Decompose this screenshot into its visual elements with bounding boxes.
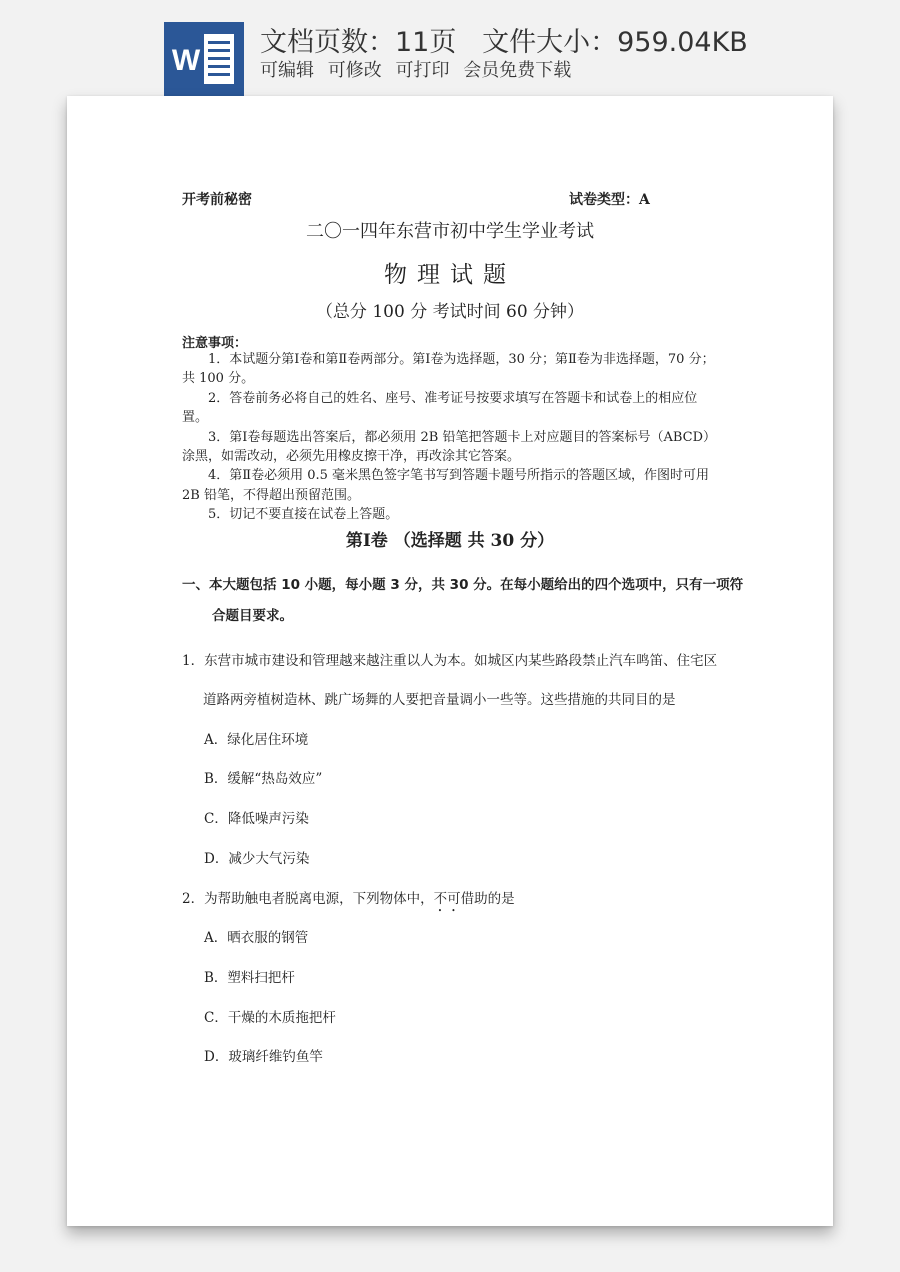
question-2-option-c: C．干燥的木质拖把杆 [204, 1010, 336, 1026]
download-banner [0, 0, 900, 96]
confidential-label: 开考前秘密 [182, 192, 252, 208]
question-2-option-d: D．玻璃纤维钓鱼竿 [204, 1049, 323, 1065]
document-page [67, 96, 833, 1226]
question-2-option-a: A．晒衣服的钢管 [204, 930, 309, 946]
feature-modifiable: 可修改 [327, 60, 382, 81]
question-1-option-a: A．绿化居住环境 [204, 732, 309, 748]
file-info-text: 文档页数：11页 文件大小：959.04KB [260, 27, 748, 58]
question-2-emphasis: 不可 [433, 891, 461, 907]
word-document-icon [164, 22, 244, 96]
note-item: 3．第Ⅰ卷每题选出答案后，都必须用 2B 铅笔把答题卡上对应题目的答案标号（ABCD）涂黑，如需改动，必须先用橡皮擦干净，再改涂其它答案。 [182, 429, 717, 465]
question-1-option-b: B．缓解“热岛效应” [204, 771, 323, 787]
subject-title: 物理试题 [384, 262, 516, 288]
note-item: 4．第Ⅱ卷必须用 0.5 毫米黑色签字笔书写到答题卡题号所指示的答题区域，作图时可用 2B 铅笔，不得超出预留范围。 [182, 468, 710, 503]
score-time-line: （总分 100 分 考试时间 60 分钟） [315, 302, 585, 322]
svg-text:W: W [171, 44, 201, 77]
notes-heading: 注意事项： [182, 336, 248, 351]
note-item: 1．本试题分第Ⅰ卷和第Ⅱ卷两部分。第Ⅰ卷为选择题，30 分；第Ⅱ卷为非选择题，70 分；共 100 分。 [182, 352, 715, 387]
question-2-stem [182, 887, 515, 915]
question-1-option-d: D．减少大气污染 [204, 851, 310, 867]
exam-title: 二〇一四年东营市初中学生学业考试 [306, 221, 594, 242]
question-1-stem-continued: 道路两旁植树造林、跳广场舞的人要把音量调小一些等。这些措施的共同目的是 [203, 692, 676, 708]
feature-list [260, 56, 579, 82]
feature-editable: 可编辑 [260, 60, 314, 81]
note-item: 5．切记不要直接在试卷上答题。 [208, 507, 399, 523]
note-item: 2．答卷前务必将自己的姓名、座号、准考证号按要求填写在答题卡和试卷上的相应位置。 [182, 390, 698, 426]
notes-list [182, 350, 718, 525]
part-heading: 一、本大题包括 10 小题，每小题 3 分，共 30 分。在每小题给出的四个选项中，只有一项符 [182, 577, 744, 593]
section-heading: 第Ⅰ卷 （选择题 共 30 分） [345, 531, 555, 551]
question-2-stem-prefix: 2．为帮助触电者脱离电源，下列物体中， [182, 891, 434, 907]
question-2-option-b: B．塑料扫把杆 [204, 970, 295, 986]
paper-type-label: 试卷类型：A [569, 192, 650, 208]
question-1-option-c: C．降低噪声污染 [204, 811, 309, 827]
question-1-stem: 1．东营市城市建设和管理越来越注重以人为本。如城区内某些路段禁止汽车鸣笛、住宅区 [182, 653, 718, 669]
feature-member-download[interactable]: 会员免费下载 [463, 60, 572, 81]
feature-printable: 可打印 [395, 60, 450, 81]
question-2-stem-suffix: 借助的是 [460, 891, 515, 907]
part-heading-continued: 合题目要求。 [212, 608, 293, 624]
